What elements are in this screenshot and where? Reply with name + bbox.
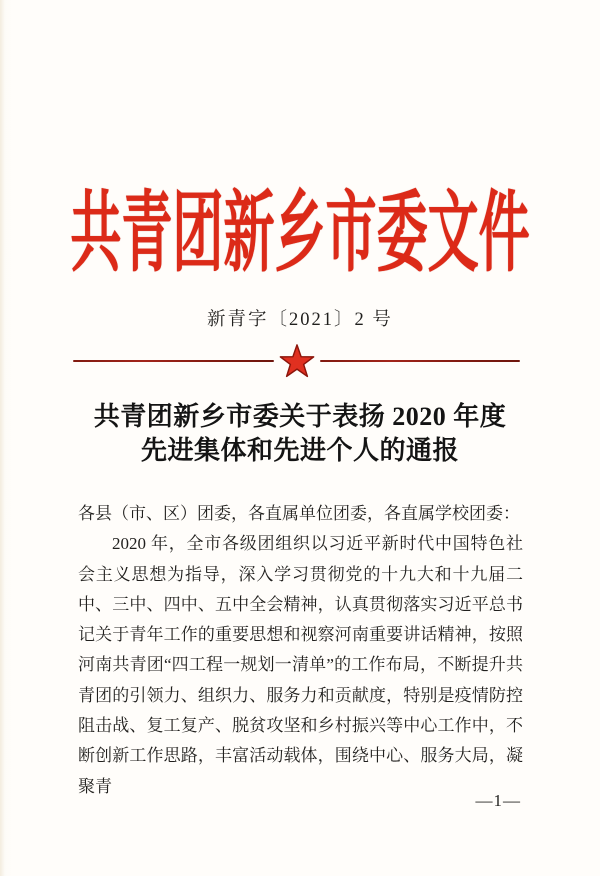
letterhead — [0, 158, 600, 293]
document-title-line-2: 先进集体和先进个人的通报 — [140, 436, 459, 465]
body-paragraph: 2020 年，全市各级团组织以习近平新时代中国特色社会主义思想为指导，深入学习贯彻党的十九大和十九届二中、三中、四中、五中全会精神，认真贯彻落实习近平总书记关于青年工作的重要思想和视察河南重要讲话精神，按照河南共青团“四工程一规划一清单”的工作布局，不断提升共青团的引领力、组织力、服务力和贡献度，特别是疫情防控阻击战、复工复产、脱贫攻坚和乡村振兴等中心工作中，不断创新工作思路，丰富活动载体，围绕中心、服务大局，凝聚青 — [78, 534, 523, 796]
page-number: —1— — [475, 791, 521, 810]
red-divider — [73, 346, 520, 376]
letterhead-title: 共青团新乡市委文件 — [70, 185, 530, 283]
document-body — [78, 499, 523, 802]
document-number: 新青字〔2021〕2 号 — [207, 310, 393, 330]
salutation-line: 各县（市、区）团委，各直属单位团委，各直属学校团委： — [78, 504, 520, 523]
star-icon — [279, 346, 315, 376]
document-title — [30, 400, 570, 468]
divider-line-right — [320, 360, 521, 362]
divider-line-left — [73, 360, 274, 362]
document-title-line-1: 共青团新乡市委关于表扬 2020 年度 — [93, 402, 507, 431]
